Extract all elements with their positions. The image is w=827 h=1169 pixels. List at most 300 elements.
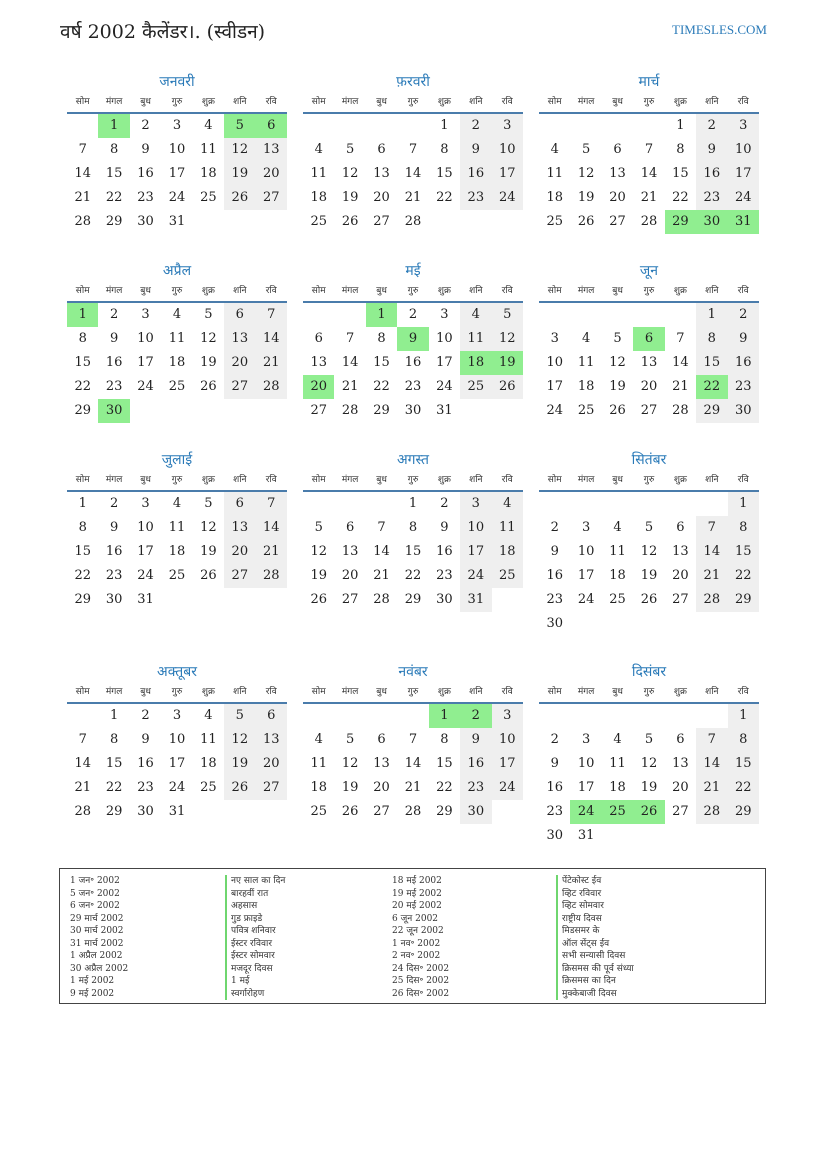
day[interactable]: 14 <box>404 756 422 771</box>
day[interactable]: 31 <box>137 592 154 607</box>
day[interactable]: 12 <box>224 138 255 162</box>
day[interactable]: 28 <box>696 800 727 824</box>
day[interactable]: 2 <box>141 118 150 133</box>
day[interactable]: 29 <box>74 592 91 607</box>
day[interactable]: 5 <box>204 307 213 322</box>
day[interactable]: 15 <box>105 166 123 181</box>
day[interactable]: 21 <box>640 190 658 205</box>
day[interactable]: 18 <box>200 756 217 771</box>
day[interactable]: 26 <box>577 214 595 229</box>
day[interactable]: 8 <box>728 728 759 752</box>
day[interactable]: 21 <box>256 540 287 564</box>
day[interactable]: 22 <box>728 564 759 588</box>
day[interactable]: 5 <box>581 142 591 157</box>
day[interactable]: 9 <box>550 756 559 771</box>
day[interactable]: 12 <box>341 756 359 771</box>
day[interactable]: 11 <box>546 166 563 181</box>
day[interactable]: 16 <box>137 166 154 181</box>
day[interactable]: 13 <box>224 327 255 351</box>
day[interactable]: 15 <box>105 756 123 771</box>
holiday-day[interactable]: 1 <box>366 303 397 327</box>
day[interactable]: 24 <box>436 379 453 394</box>
day[interactable]: 23 <box>546 804 563 819</box>
day[interactable]: 4 <box>172 496 182 511</box>
day[interactable]: 26 <box>341 804 359 819</box>
day[interactable]: 5 <box>314 520 323 535</box>
day[interactable]: 8 <box>109 142 119 157</box>
day[interactable]: 16 <box>436 544 453 559</box>
day[interactable]: 15 <box>696 351 727 375</box>
day[interactable]: 19 <box>609 379 626 394</box>
day[interactable]: 11 <box>310 166 327 181</box>
day[interactable]: 25 <box>577 403 595 418</box>
day[interactable]: 6 <box>676 732 685 747</box>
day[interactable]: 20 <box>256 752 287 776</box>
day[interactable]: 12 <box>492 327 523 351</box>
day[interactable]: 7 <box>78 142 87 157</box>
holiday-day[interactable]: 24 <box>570 800 601 824</box>
day[interactable]: 17 <box>137 544 154 559</box>
day[interactable]: 22 <box>74 379 91 394</box>
day[interactable]: 31 <box>436 403 453 418</box>
day[interactable]: 17 <box>168 166 186 181</box>
day[interactable]: 22 <box>436 190 453 205</box>
day[interactable]: 19 <box>577 190 595 205</box>
day[interactable]: 7 <box>377 520 386 535</box>
day[interactable]: 4 <box>492 492 523 516</box>
day[interactable]: 22 <box>74 568 91 583</box>
day[interactable]: 11 <box>460 327 491 351</box>
day[interactable]: 9 <box>440 520 449 535</box>
day[interactable]: 12 <box>609 355 626 370</box>
day[interactable]: 24 <box>492 186 523 210</box>
day[interactable]: 20 <box>256 162 287 186</box>
day[interactable]: 30 <box>105 592 123 607</box>
day[interactable]: 2 <box>440 496 449 511</box>
day[interactable]: 3 <box>728 114 759 138</box>
day[interactable]: 7 <box>408 142 418 157</box>
day[interactable]: 19 <box>640 568 658 583</box>
day[interactable]: 19 <box>640 780 658 795</box>
day[interactable]: 13 <box>640 355 658 370</box>
day[interactable]: 28 <box>74 214 91 229</box>
day[interactable]: 26 <box>640 592 658 607</box>
day[interactable]: 27 <box>373 214 390 229</box>
day[interactable]: 23 <box>546 592 563 607</box>
day[interactable]: 9 <box>460 728 491 752</box>
day[interactable]: 22 <box>373 379 390 394</box>
day[interactable]: 8 <box>440 732 449 747</box>
day[interactable]: 2 <box>550 520 559 535</box>
day[interactable]: 17 <box>728 162 759 186</box>
day[interactable]: 17 <box>577 780 595 795</box>
day[interactable]: 12 <box>310 544 327 559</box>
day[interactable]: 15 <box>373 355 390 370</box>
day[interactable]: 6 <box>377 732 386 747</box>
day[interactable]: 28 <box>256 564 287 588</box>
day[interactable]: 27 <box>341 592 359 607</box>
day[interactable]: 28 <box>672 403 689 418</box>
day[interactable]: 6 <box>676 520 685 535</box>
day[interactable]: 12 <box>640 756 658 771</box>
day[interactable]: 23 <box>137 780 154 795</box>
holiday-day[interactable]: 5 <box>224 114 255 138</box>
day[interactable]: 16 <box>728 351 759 375</box>
day[interactable]: 21 <box>404 780 422 795</box>
day[interactable]: 23 <box>728 375 759 399</box>
day[interactable]: 3 <box>172 118 182 133</box>
holiday-day[interactable]: 6 <box>256 114 287 138</box>
day[interactable]: 30 <box>436 592 453 607</box>
day[interactable]: 29 <box>404 592 422 607</box>
day[interactable]: 14 <box>256 327 287 351</box>
holiday-day[interactable]: 30 <box>98 399 129 423</box>
day[interactable]: 22 <box>436 780 453 795</box>
day[interactable]: 14 <box>696 752 727 776</box>
day[interactable]: 10 <box>577 756 595 771</box>
day[interactable]: 1 <box>408 496 418 511</box>
day[interactable]: 1 <box>109 708 119 723</box>
day[interactable]: 16 <box>546 780 563 795</box>
day[interactable]: 11 <box>168 520 186 535</box>
day[interactable]: 26 <box>609 403 626 418</box>
day[interactable]: 11 <box>168 331 186 346</box>
day[interactable]: 25 <box>310 804 327 819</box>
day[interactable]: 19 <box>341 780 359 795</box>
day[interactable]: 4 <box>172 307 182 322</box>
day[interactable]: 16 <box>546 568 563 583</box>
day[interactable]: 30 <box>137 214 154 229</box>
day[interactable]: 15 <box>436 756 453 771</box>
day[interactable]: 4 <box>613 732 622 747</box>
day[interactable]: 19 <box>200 544 217 559</box>
day[interactable]: 2 <box>550 732 559 747</box>
day[interactable]: 18 <box>609 568 626 583</box>
day[interactable]: 11 <box>310 756 327 771</box>
day[interactable]: 3 <box>581 520 591 535</box>
day[interactable]: 30 <box>137 804 154 819</box>
day[interactable]: 11 <box>200 142 217 157</box>
day[interactable]: 11 <box>200 732 217 747</box>
day[interactable]: 18 <box>577 379 595 394</box>
day[interactable]: 26 <box>200 379 217 394</box>
day[interactable]: 27 <box>224 564 255 588</box>
day[interactable]: 9 <box>460 138 491 162</box>
day[interactable]: 14 <box>256 516 287 540</box>
day[interactable]: 14 <box>74 166 91 181</box>
day[interactable]: 12 <box>200 520 217 535</box>
day[interactable]: 22 <box>105 780 123 795</box>
day[interactable]: 29 <box>696 399 727 423</box>
day[interactable]: 25 <box>200 190 217 205</box>
day[interactable]: 11 <box>609 756 626 771</box>
day[interactable]: 25 <box>609 592 626 607</box>
day[interactable]: 26 <box>224 186 255 210</box>
day[interactable]: 14 <box>404 166 422 181</box>
day[interactable]: 27 <box>373 804 390 819</box>
day[interactable]: 29 <box>74 403 91 418</box>
day[interactable]: 21 <box>672 379 689 394</box>
day[interactable]: 23 <box>105 379 123 394</box>
day[interactable]: 23 <box>436 568 453 583</box>
day[interactable]: 6 <box>377 142 386 157</box>
day[interactable]: 15 <box>672 166 689 181</box>
day[interactable]: 8 <box>728 516 759 540</box>
day[interactable]: 23 <box>460 186 491 210</box>
day[interactable]: 4 <box>613 520 622 535</box>
day[interactable]: 10 <box>137 520 154 535</box>
day[interactable]: 5 <box>204 496 213 511</box>
day[interactable]: 5 <box>345 732 355 747</box>
day[interactable]: 18 <box>168 544 186 559</box>
day[interactable]: 24 <box>546 403 563 418</box>
day[interactable]: 24 <box>137 379 154 394</box>
day[interactable]: 27 <box>640 403 658 418</box>
day[interactable]: 10 <box>577 544 595 559</box>
day[interactable]: 25 <box>168 568 186 583</box>
day[interactable]: 30 <box>546 616 563 631</box>
day[interactable]: 3 <box>440 307 449 322</box>
day[interactable]: 4 <box>314 732 323 747</box>
day[interactable]: 2 <box>728 303 759 327</box>
day[interactable]: 25 <box>200 780 217 795</box>
day[interactable]: 28 <box>696 588 727 612</box>
day[interactable]: 29 <box>436 804 453 819</box>
day[interactable]: 21 <box>696 564 727 588</box>
day[interactable]: 16 <box>696 162 727 186</box>
day[interactable]: 6 <box>256 704 287 728</box>
holiday-day[interactable]: 2 <box>460 704 491 728</box>
day[interactable]: 4 <box>314 142 323 157</box>
day[interactable]: 3 <box>581 732 591 747</box>
day[interactable]: 2 <box>141 708 150 723</box>
day[interactable]: 18 <box>609 780 626 795</box>
day[interactable]: 15 <box>404 544 422 559</box>
day[interactable]: 14 <box>373 544 390 559</box>
day[interactable]: 21 <box>696 776 727 800</box>
day[interactable]: 7 <box>696 728 727 752</box>
day[interactable]: 19 <box>200 355 217 370</box>
day[interactable]: 22 <box>105 190 123 205</box>
day[interactable]: 10 <box>492 138 523 162</box>
day[interactable]: 4 <box>581 331 591 346</box>
day[interactable]: 9 <box>696 138 727 162</box>
day[interactable]: 21 <box>341 379 359 394</box>
day[interactable]: 12 <box>224 728 255 752</box>
day[interactable]: 13 <box>310 355 327 370</box>
day[interactable]: 1 <box>78 496 87 511</box>
day[interactable]: 11 <box>492 516 523 540</box>
day[interactable]: 18 <box>492 540 523 564</box>
day[interactable]: 23 <box>137 190 154 205</box>
day[interactable]: 8 <box>408 520 418 535</box>
day[interactable]: 10 <box>137 331 154 346</box>
day[interactable]: 15 <box>436 166 453 181</box>
day[interactable]: 20 <box>373 780 390 795</box>
day[interactable]: 12 <box>640 544 658 559</box>
day[interactable]: 17 <box>492 752 523 776</box>
day[interactable]: 27 <box>609 214 626 229</box>
day[interactable]: 10 <box>728 138 759 162</box>
day[interactable]: 16 <box>105 544 123 559</box>
day[interactable]: 16 <box>460 752 491 776</box>
day[interactable]: 19 <box>310 568 327 583</box>
day[interactable]: 23 <box>105 568 123 583</box>
day[interactable]: 28 <box>373 592 390 607</box>
site-link[interactable]: TIMESLES.COM <box>672 22 767 37</box>
day[interactable]: 17 <box>492 162 523 186</box>
day[interactable]: 30 <box>728 399 759 423</box>
day[interactable]: 14 <box>341 355 359 370</box>
day[interactable]: 7 <box>408 732 418 747</box>
day[interactable]: 1 <box>728 492 759 516</box>
day[interactable]: 25 <box>492 564 523 588</box>
day[interactable]: 6 <box>314 331 323 346</box>
day[interactable]: 26 <box>492 375 523 399</box>
holiday-day[interactable]: 22 <box>696 375 727 399</box>
day[interactable]: 22 <box>672 190 689 205</box>
day[interactable]: 14 <box>672 355 689 370</box>
day[interactable]: 13 <box>256 138 287 162</box>
day[interactable]: 16 <box>137 756 154 771</box>
day[interactable]: 30 <box>546 828 563 843</box>
day[interactable]: 6 <box>613 142 622 157</box>
day[interactable]: 23 <box>696 186 727 210</box>
day[interactable]: 5 <box>492 303 523 327</box>
day[interactable]: 4 <box>550 142 559 157</box>
day[interactable]: 3 <box>460 492 491 516</box>
day[interactable]: 18 <box>200 166 217 181</box>
day[interactable]: 13 <box>373 756 390 771</box>
day[interactable]: 14 <box>696 540 727 564</box>
day[interactable]: 29 <box>728 588 759 612</box>
day[interactable]: 13 <box>609 166 626 181</box>
day[interactable]: 23 <box>404 379 422 394</box>
day[interactable]: 25 <box>546 214 563 229</box>
day[interactable]: 8 <box>696 327 727 351</box>
day[interactable]: 25 <box>310 214 327 229</box>
day[interactable]: 31 <box>168 804 186 819</box>
day[interactable]: 10 <box>460 516 491 540</box>
day[interactable]: 9 <box>550 544 559 559</box>
day[interactable]: 5 <box>345 142 355 157</box>
day[interactable]: 7 <box>696 516 727 540</box>
day[interactable]: 4 <box>204 118 213 133</box>
holiday-day[interactable]: 1 <box>67 303 98 327</box>
day[interactable]: 2 <box>109 496 119 511</box>
day[interactable]: 11 <box>609 544 626 559</box>
day[interactable]: 27 <box>672 804 689 819</box>
day[interactable]: 17 <box>460 540 491 564</box>
day[interactable]: 5 <box>644 732 654 747</box>
day[interactable]: 12 <box>341 166 359 181</box>
holiday-day[interactable]: 18 <box>460 351 491 375</box>
day[interactable]: 18 <box>310 780 327 795</box>
day[interactable]: 3 <box>492 114 523 138</box>
day[interactable]: 3 <box>550 331 559 346</box>
day[interactable]: 27 <box>256 186 287 210</box>
day[interactable]: 8 <box>676 142 685 157</box>
holiday-day[interactable]: 30 <box>696 210 727 234</box>
holiday-day[interactable]: 29 <box>665 210 696 234</box>
day[interactable]: 5 <box>644 520 654 535</box>
day[interactable]: 25 <box>460 375 491 399</box>
day[interactable]: 4 <box>460 303 491 327</box>
holiday-day[interactable]: 20 <box>303 375 334 399</box>
day[interactable]: 5 <box>613 331 622 346</box>
day[interactable]: 9 <box>141 732 150 747</box>
day[interactable]: 22 <box>404 568 422 583</box>
day[interactable]: 20 <box>224 351 255 375</box>
day[interactable]: 21 <box>74 780 91 795</box>
day[interactable]: 6 <box>224 492 255 516</box>
day[interactable]: 18 <box>310 190 327 205</box>
day[interactable]: 26 <box>224 776 255 800</box>
day[interactable]: 2 <box>460 114 491 138</box>
holiday-day[interactable]: 6 <box>633 327 664 351</box>
holiday-day[interactable]: 1 <box>429 704 460 728</box>
holiday-day[interactable]: 19 <box>492 351 523 375</box>
day[interactable]: 9 <box>141 142 150 157</box>
day[interactable]: 19 <box>224 162 255 186</box>
day[interactable]: 17 <box>137 355 154 370</box>
day[interactable]: 13 <box>672 544 689 559</box>
day[interactable]: 8 <box>78 520 87 535</box>
day[interactable]: 12 <box>577 166 595 181</box>
day[interactable]: 26 <box>341 214 359 229</box>
day[interactable]: 8 <box>109 732 119 747</box>
day[interactable]: 1 <box>696 303 727 327</box>
day[interactable]: 20 <box>640 379 658 394</box>
day[interactable]: 20 <box>341 568 359 583</box>
day[interactable]: 28 <box>640 214 658 229</box>
day[interactable]: 1 <box>728 704 759 728</box>
day[interactable]: 24 <box>728 186 759 210</box>
day[interactable]: 10 <box>168 732 186 747</box>
day[interactable]: 8 <box>78 331 87 346</box>
day[interactable]: 28 <box>404 214 422 229</box>
day[interactable]: 11 <box>577 355 595 370</box>
day[interactable]: 13 <box>224 516 255 540</box>
holiday-day[interactable]: 9 <box>397 327 428 351</box>
day[interactable]: 3 <box>492 704 523 728</box>
day[interactable]: 16 <box>105 355 123 370</box>
day[interactable]: 3 <box>141 307 150 322</box>
day[interactable]: 28 <box>404 804 422 819</box>
holiday-day[interactable]: 26 <box>633 800 664 824</box>
day[interactable]: 21 <box>74 190 91 205</box>
day[interactable]: 31 <box>460 588 491 612</box>
day[interactable]: 21 <box>256 351 287 375</box>
day[interactable]: 17 <box>546 379 563 394</box>
day[interactable]: 24 <box>577 592 595 607</box>
day[interactable]: 7 <box>644 142 654 157</box>
day[interactable]: 30 <box>460 800 491 824</box>
day[interactable]: 21 <box>373 568 390 583</box>
holiday-day[interactable]: 1 <box>98 114 129 138</box>
day[interactable]: 20 <box>224 540 255 564</box>
day[interactable]: 7 <box>78 732 87 747</box>
day[interactable]: 14 <box>640 166 658 181</box>
day[interactable]: 27 <box>256 776 287 800</box>
day[interactable]: 5 <box>224 704 255 728</box>
day[interactable]: 15 <box>728 752 759 776</box>
day[interactable]: 18 <box>168 355 186 370</box>
day[interactable]: 31 <box>577 828 595 843</box>
day[interactable]: 20 <box>672 568 689 583</box>
holiday-day[interactable]: 31 <box>728 210 759 234</box>
day[interactable]: 24 <box>168 190 186 205</box>
